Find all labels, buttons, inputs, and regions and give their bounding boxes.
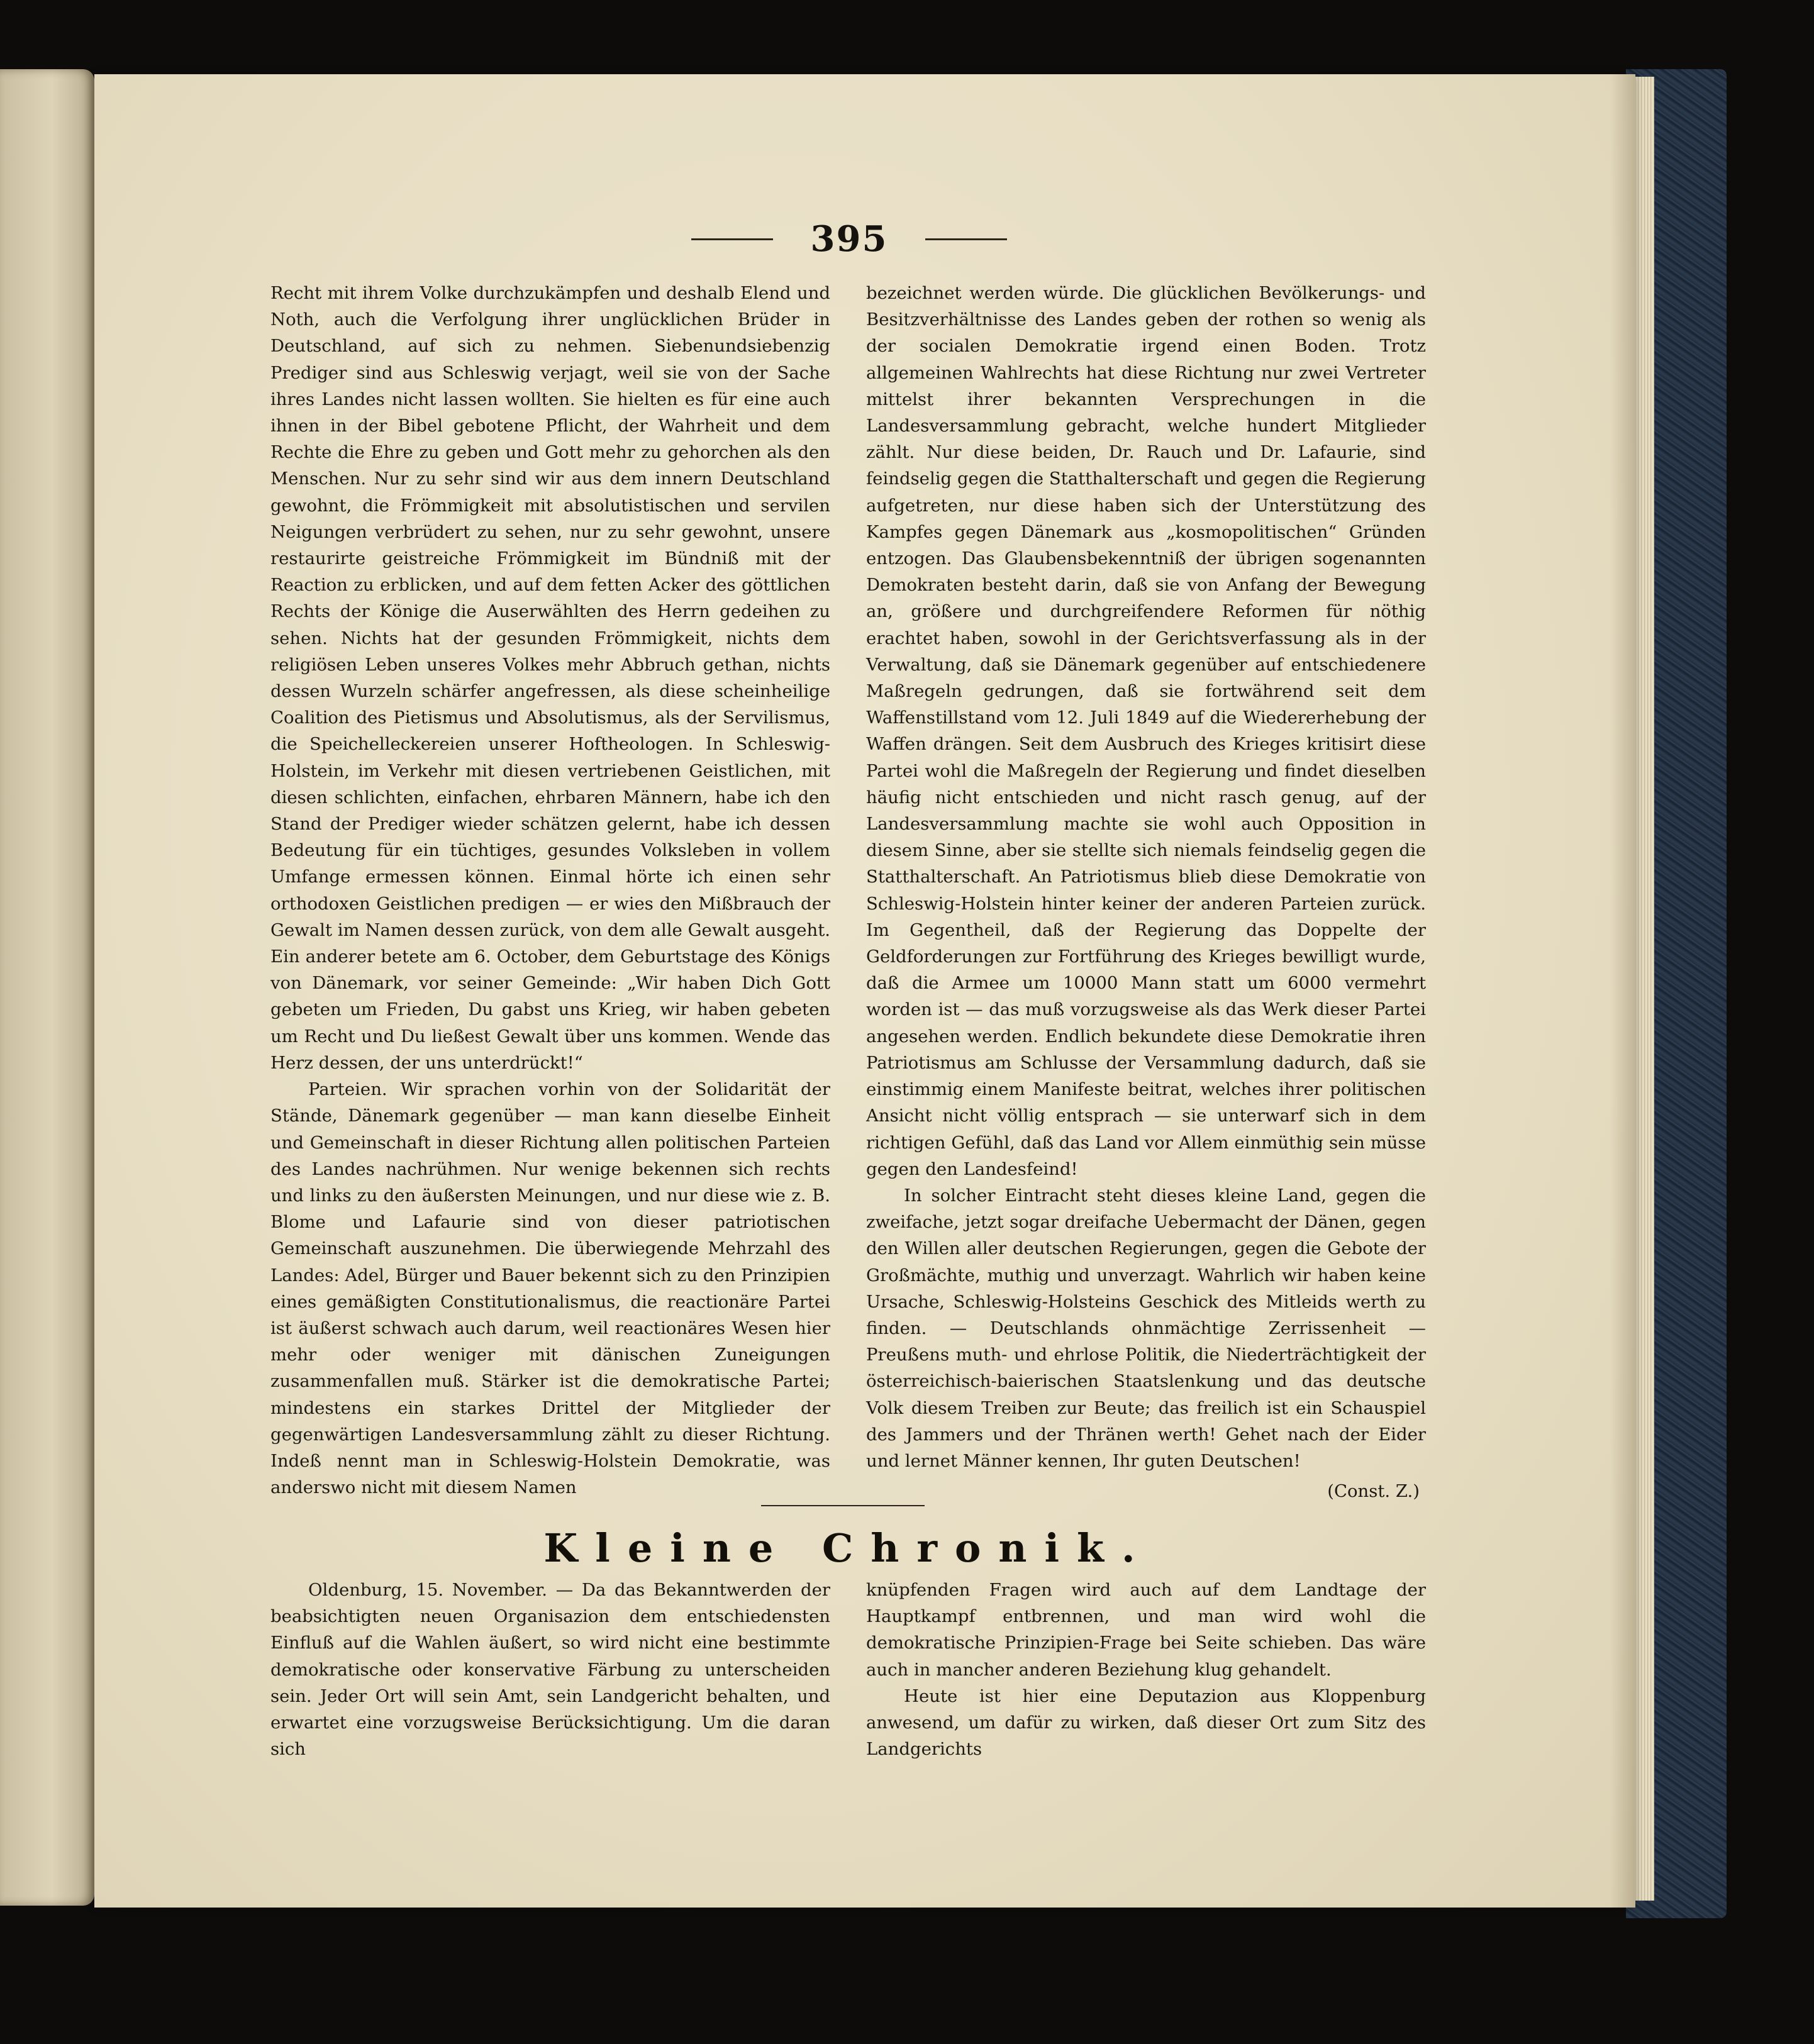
article-paragraph: Recht mit ihrem Volke durchzukämpfen und deshalb Elend und Noth, auch die Verfolgung ihrer unglücklichen Brüder in Deutschland, auf sich zu nehmen. Siebenundsiebenzig Prediger sind aus Schleswig verjagt, weil sie von der Sache ihres Landes nicht lassen wollten. Sie hielten es für eine auch ihnen in der Bibel gebotene Pflicht, der Wahrheit und dem Rechte die Ehre zu geben und Gott mehr zu gehorchen als den Menschen. Nur zu sehr sind wir aus dem innern Deutschland gewohnt, die Frömmigkeit mit absolutistischen und servilen Neigungen verbrüdert zu sehen, nur zu sehr gewohnt, unsere restaurirte geistreiche Frömmigkeit im Bündniß mit der Reaction zu erblicken, und auf dem fetten Acker des göttlichen Rechts der Könige die Auserwählten des Herrn gedeihen zu sehen. Nichts hat der gesunden Frömmigkeit, nichts dem religiösen Leben unseres Volkes mehr Abbruch gethan, nichts dessen Wurzeln schärfer angefressen, als diese scheinheilige Coalition des Pietismus und Absolutismus, als der Servilismus, die Speichelleckereien unserer Hoftheologen. In Schleswig-Holstein, im Verkehr mit diesen vertriebenen Geistlichen, mit diesen schlichten, einfachen, ehrbaren Männern, habe ich den Stand der Prediger wieder schätzen gelernt, habe ich dessen Bedeutung für ein tüchtiges, gesundes Volksleben in vollem Umfange ermessen können. Einmal hörte ich einen sehr orthodoxen Geistlichen predigen — er wies den Mißbrauch der Gewalt im Namen dessen zurück, von dem alle Gewalt ausgeht. Ein anderer betete am 6. October, dem Geburtstage des Königs von Dänemark, vor seiner Gemeinde: „Wir haben Dich Gott gebeten um Frieden, Du gabst uns Krieg, wir haben gebeten um Recht und Du ließest Gewalt über uns kommen. Wende das Herz dessen, der uns unterdrückt!“ (270, 283, 830, 1073)
article-paragraph: In solcher Eintracht steht dieses kleine Land, gegen die zweifache, jetzt sogar dreifache Uebermacht der Dänen, gegen den Willen aller deutschen Regierungen, gegen die Gebote der Großmächte, muthig und unverzagt. Wahrlich wir haben keine Ursache, Schleswig-Holsteins Geschick des Mitleids werth zu finden. — Deutschlands ohnmächtige Zerrissenheit — Preußens muth- und ehrlose Politik, die Niederträchtigkeit der österreichisch-baierischen Staatslenkung und das deutsche Volk diesem Treiben zur Beute; das freilich ist ein Schauspiel des Jammers und der Thränen werth! Gehet nach der Eider und lernet Männer kennen, Ihr guten Deutschen! (866, 1185, 1426, 1471)
article-column-right (866, 280, 1426, 1504)
chronicle-paragraph: Oldenburg, 15. November. — Da das Bekanntwerden der beabsichtigten neuen Organisazion dem entschiedensten Einfluß auf die Wahlen äußert, so wird nicht eine bestimmte demokratische oder konservative Färbung zu unterscheiden sein. Jeder Ort will sein Amt, sein Landgericht behalten, und erwartet eine vorzugsweise Berücksichtigung. Um die daran sich (270, 1580, 830, 1760)
chronicle-column-left (270, 1577, 830, 1762)
header-rule-left (691, 238, 773, 240)
chronicle-column-right (866, 1577, 1426, 1762)
article-paragraph: bezeichnet werden würde. Die glücklichen Bevölkerungs- und Besitzverhältnisse des Landes geben der rothen so wenig als der socialen Demokratie irgend einen Boden. Trotz allgemeinen Wahlrechts hat diese Richtung nur zwei Vertreter mittelst ihrer bekannten Versprechungen in die Landesversammlung gebracht, welche hundert Mitglieder zählt. Nur diese beiden, Dr. Rauch und Dr. Lafaurie, sind feindselig gegen die Statthalterschaft und gegen die Regierung aufgetreten, nur diese haben sich der Unterstützung des Kampfes gegen Dänemark aus „kosmopolitischen“ Gründen entzogen. Das Glaubensbekenntniß der übrigen sogenannten Demokraten besteht darin, daß sie von Anfang der Bewegung an, größere und durchgreifendere Reformen für nöthig erachtet haben, sowohl in der Gerichtsverfassung als in der Verwaltung, daß sie Dänemark gegenüber auf entschiedenere Maßregeln gedrungen, daß sie fortwährend seit dem Waffenstillstand vom 12. Juli 1849 auf die Wiedererhebung der Waffen drängen. Seit dem Ausbruch des Krieges kritisirt diese Partei wohl die Maßregeln der Regierung und findet dieselben häufig nicht entschieden und nicht rasch genug, auf der Landesversammlung machte sie wohl auch Opposition in diesem Sinne, aber sie stellte sich niemals feindselig gegen die Statthalterschaft. An Patriotismus blieb diese Demokratie von Schleswig-Holstein hinter keiner der anderen Parteien zurück. Im Gegentheil, daß der Regierung das Doppelte der Geldforderungen zur Fortführung des Krieges bewilligt wurde, daß die Armee um 10000 Mann statt um 6000 vermehrt worden ist — das muß vorzugsweise als das Werk dieser Partei angesehen werden. Endlich bekundete diese Demokratie ihren Patriotismus am Schlusse der Versammlung dadurch, daß sie einstimmig einem Manifeste beitrat, welches ihrer politischen Ansicht nicht völlig entsprach — sie unterwarf sich in dem richtigen Gefühl, daß das Land vor Allem einmüthig sein müsse gegen den Landesfeind! (866, 283, 1426, 1179)
article-source: (Const. Z.) (1327, 1481, 1420, 1502)
header-rule-right (925, 238, 1007, 240)
page-header (686, 214, 1013, 264)
section-divider (761, 1505, 925, 1506)
chronicle-paragraph: Heute ist hier eine Deputazion aus Kloppenburg anwesend, um dafür zu wirken, daß dieser Ort zum Sitz des Landgerichts (866, 1686, 1426, 1760)
section-title: Kleine Chronik. (543, 1525, 1153, 1571)
page-number: 395 (810, 218, 888, 260)
article-column-left (270, 280, 830, 1501)
chronicle-paragraph: knüpfenden Fragen wird auch auf dem Landtage der Hauptkampf entbrennen, und man wird wohl die demokratische Prinzipien-Frage bei Seite schieben. Das wäre auch in mancher anderen Beziehung klug gehandelt. (866, 1580, 1426, 1680)
article-paragraph-parteien: Parteien. Wir sprachen vorhin von der Solidarität der Stände, Dänemark gegenüber — man kann dieselbe Einheit und Gemeinschaft in dieser Richtung allen politischen Parteien des Landes nachrühmen. Nur wenige bekennen sich rechts und links zu den äußersten Meinungen, und nur diese wie z. B. Blome und Lafaurie sind von dieser patriotischen Gemeinschaft auszunehmen. Die überwiegende Mehrzahl des Landes: Adel, Bürger und Bauer bekennt sich zu den Prinzipien eines gemäßigten Constitutionalismus, die reactionäre Partei ist äußerst schwach auch darum, weil reactionäres Wesen hier mehr oder weniger mit dänischen Zuneigungen zusammenfallen muß. Stärker ist die demokratische Partei; mindestens ein starkes Drittel der Mitglieder der gegenwärtigen Landesversammlung zählt zu dieser Richtung. Indeß nennt man in Schleswig-Holstein Demokratie, was anderswo nicht mit diesem Namen (270, 1079, 830, 1498)
previous-page-edge (0, 69, 94, 1906)
